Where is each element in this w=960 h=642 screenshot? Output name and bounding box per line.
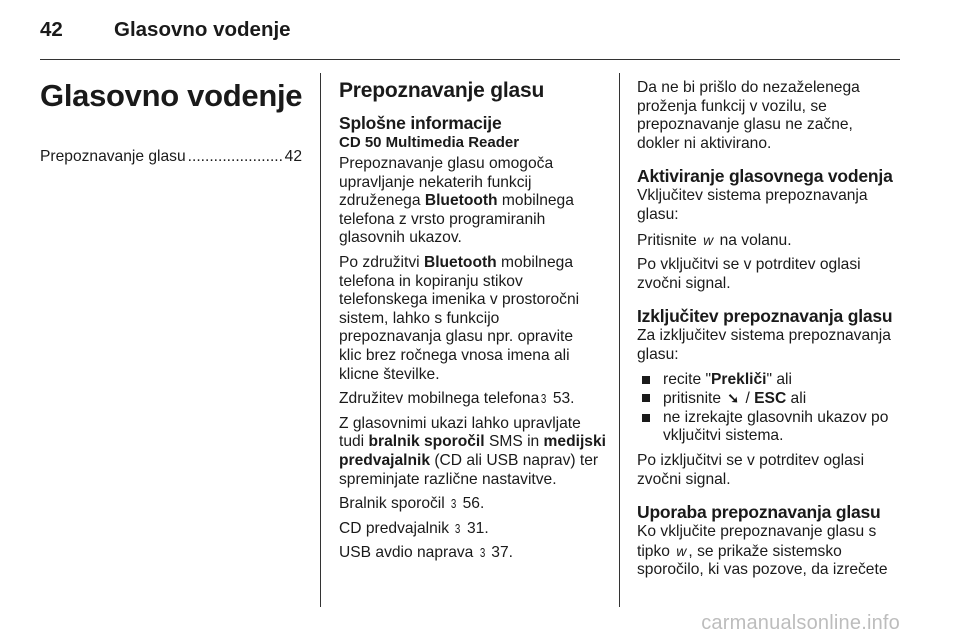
paragraph-intro [339,155,601,248]
media-player-term: predvajalnik [339,451,431,469]
text-line: zvočni signal. [637,274,731,292]
bluetooth-term: Bluetooth [424,192,498,210]
voice-button-icon: w [676,542,687,559]
paragraph-phone-ref [339,390,601,409]
cross-reference[interactable]: Združitev mobilnega telefona 3 53. [339,390,575,408]
column-3 [637,74,902,586]
text-line: Da ne bi prišlo do nezaželenega [637,79,860,96]
text-line: prepoznavanja glasu npr. opravite [339,328,574,346]
voice-button-icon: w [703,231,714,248]
text-line: Vključitev sistema prepoznavanja [637,187,868,205]
text-line: Po vključitvi se v potrditev oglasi [637,256,861,274]
paragraph-activate-intro [637,187,902,224]
text-line: tudi bralnik sporočil SMS in medijski [339,433,606,451]
text-line: prepoznavanje glasu ne začne, [637,116,853,134]
deactivate-options-list [637,371,902,446]
page-reference-arrow-icon: 3 [450,496,457,512]
hang-up-icon: ➘ [727,390,740,407]
text-line: telefona in kopiranju stikov [339,272,523,290]
text-line: Po združitvi Bluetooth mobilnega [339,253,573,271]
text-line: klicne številke. [339,365,440,383]
section-title: Prepoznavanje glasu [339,79,545,102]
text-line: Prepoznavanje glasu omogoča [339,155,554,172]
column-1 [40,74,302,167]
text-line: Po izključitvi se v potrditev oglasi [637,451,865,469]
page-reference-arrow-icon: 3 [541,391,547,407]
paragraph-usage: Ko vključite prepoznavanje glasu s tipko w , se prikaže sistemsko sporočilo, ki vas pozove, da izrečete [637,523,902,580]
paragraph-activate-confirm [637,256,902,293]
cross-reference[interactable]: USB avdio naprava 3 37. [339,544,513,562]
subsection-title: Splošne informacije [339,113,502,133]
cancel-command-term: Prekliči [711,370,767,388]
paragraph-activate-press: Pritisnite w na volanu. [637,231,792,249]
running-title: Glasovno vodenje [114,18,291,41]
cross-reference[interactable]: Bralnik sporočil 3 56. [339,495,485,513]
paragraph-pairing [339,254,601,384]
text-line: sporočilo, ki vas pozove, da izrečete [637,561,888,579]
heading-deactivate: Izključitev prepoznavanja glasu [637,306,893,327]
list-item: ne izrekajte glasovnih ukazov po vključitvi sistema. [637,409,902,446]
text-line: Za izključitev sistema prepoznavanja [637,327,891,345]
page-reference-arrow-icon: 3 [455,520,461,536]
toc-leader-dots [186,148,283,167]
text-line: Z glasovnimi ukazi lahko upravljate [339,414,581,432]
page-number: 42 [40,18,63,41]
chapter-title: Glasovno vodenje [40,78,303,113]
paragraph-voice-commands [339,414,606,489]
text-line: telefona z vrsto programiranih [339,210,546,228]
page-reference-arrow-icon: 3 [479,545,486,561]
text-line: proženja funkcij v vozilu, se [637,97,827,115]
sms-reader-term: bralnik sporočil [368,433,485,451]
paragraph-activation-note [637,79,902,153]
text-line: telefonskega imenika v prostoročni [339,291,580,309]
column-divider-2 [619,73,620,607]
list-item: pritisnite ➘ / ESC ali [637,389,902,409]
toc-entry[interactable] [40,148,302,167]
media-player-term: medijski [543,433,606,451]
cross-reference[interactable]: CD predvajalnik 3 31. [339,519,489,537]
column-2 [339,74,606,569]
paragraph-deactivate-confirm [637,452,902,489]
list-item: recite "Prekliči" ali [637,371,902,390]
text-line: glasovnih ukazov. [339,229,462,247]
text-line: glasu: [637,205,679,223]
esc-key-term: ESC [754,390,787,408]
text-line: sistem, lahko s funkcijo [339,309,500,327]
product-heading: CD 50 Multimedia Reader [339,134,520,151]
bluetooth-term: Bluetooth [423,253,497,271]
text-line: klic brez ročnega vnosa imena ali [339,346,570,364]
column-divider-1 [320,73,321,607]
site-watermark: carmanualsonline.info [701,612,900,634]
heading-activate: Aktiviranje glasovnega vodenja [637,166,893,187]
toc-entry-page: 42 [284,148,302,165]
toc-entry-label: Prepoznavanje glasu [40,148,186,165]
header-rule [40,59,900,60]
text-line: dokler ni aktivirano. [637,134,772,152]
text-line: upravljanje nekaterih funkcij [339,173,532,191]
text-line: Ko vključite prepoznavanje glasu s [637,523,877,541]
text-line: združenega Bluetooth mobilnega [339,192,574,210]
text-line: glasu: [637,345,679,363]
heading-usage: Uporaba prepoznavanja glasu [637,502,881,523]
paragraph-deactivate-intro [637,327,902,364]
text-line: spreminjate različne nastavitve. [339,470,557,488]
text-line: zvočni signal. [637,470,731,488]
text-line: predvajalnik (CD ali USB naprav) ter [339,451,599,469]
